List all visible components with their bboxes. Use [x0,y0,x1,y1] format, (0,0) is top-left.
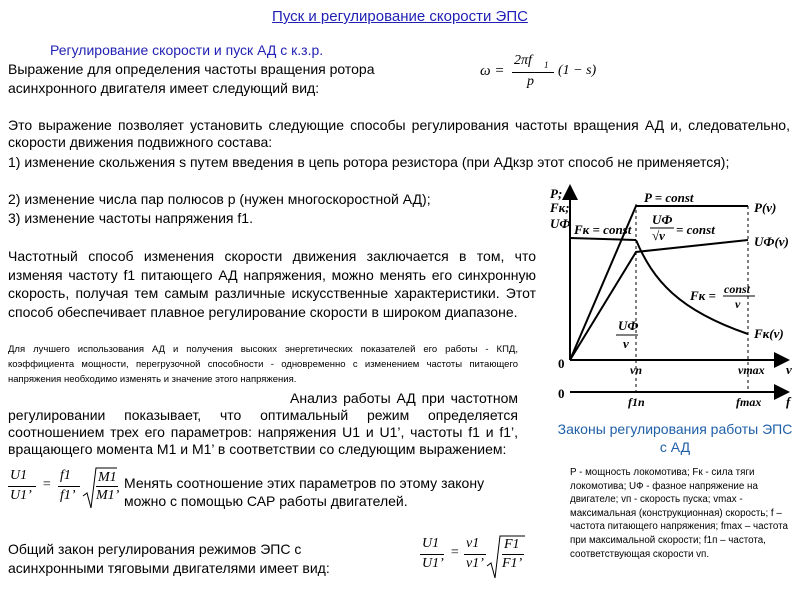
uf-v-frac-numerator: UФ [618,318,639,333]
ratio-m1: M1 [98,470,117,485]
ratio-bar-2 [58,486,80,487]
ratio-bar-3 [96,486,118,487]
ratio-f1p: f1’ [60,488,76,503]
uf-v-label: UФ(v) [754,234,789,249]
origin-v: 0 [558,356,565,371]
ratio-f1: f1 [60,468,71,483]
intro-line-2: асинхронного двигателя имеет следующий вид: [8,80,320,96]
fk-hyperbola-label: Fк = [690,288,716,303]
general-law-line-1: Общий закон регулирования режимов ЭПС с [8,541,302,557]
figure-legend: P - мощность локомотива; Fк - сила тяги локомотива; UФ - фазное напряжение на двигателе; vп - скорость пуска; vmax - максимальная (конструкционная) скорость; f – частота питающего напряжения; fmax – частота при максимальной скорости; f1п – частота, соответствующая скорости vп. [570,467,788,560]
vp-tick-label: vп [630,363,642,377]
y-axis-label-fk: Fк; [550,200,570,215]
fk-v-label: Fк(v) [754,326,784,341]
ratio-u1p: U1’ [10,488,32,503]
formula-denominator: p [527,74,534,89]
methods-intro: Это выражение позволяет установить следующие способы регулирования частоты вращения АД и, следовательно, скорости движения подвижного состава: [8,117,790,150]
formula-fraction-bar [512,72,554,73]
vmax-tick-label: vmax [738,363,765,377]
v-axis-label: v [786,362,792,377]
ratio-formula: U1 U1’ = f1 f1’ M1 M1’ [8,466,118,514]
law-f1: F1 [504,537,520,552]
fk-const-curve [570,238,636,240]
law-bar-2 [464,554,486,555]
regulation-laws-diagram [548,180,796,410]
section-subtitle: Регулирование скорости и пуск АД с к.з.р. [50,42,324,58]
p-const-label: P = const [644,190,694,205]
law-u1p: U1’ [422,556,444,571]
f1p-tick-label: f1п [628,395,645,409]
uf-sqrt-denominator: √v [652,228,665,243]
figure-caption: Законы регулирования работы ЭПС с АД [557,421,793,455]
law-v1p: v1’ [466,556,484,571]
law-v1: v1 [466,536,480,551]
analysis-paragraph: Анализ работы АД при частотном регулировании показывает, что оптимальный режим определяется соотношением трех его параметров: напряжения U1 и U1’, частоты f1 и f1’, вращающего момента M1 и M1’ в соответствии со следующим выражением: [8,390,518,457]
method-1: 1) изменение скольжения s путем введения в цепь ротора резистора (при АДкзр этот способ не применяется); [8,154,730,170]
fk-const-denominator: v [735,297,741,311]
y-axis-label-p: P; [550,186,563,201]
fmax-tick-label: fmax [736,395,762,409]
method-2: 2) изменение числа пар полюсов p (нужен многоскоростной АД); [8,191,431,207]
formula-lhs: ω = [480,63,505,79]
intro-line-1: Выражение для определения частоты вращения ротора [8,61,375,77]
fk-const-label: Fк = const [574,222,632,237]
general-law-line-2: асинхронными тяговыми двигателями имеет вид: [8,560,330,576]
formula-tail: (1 − s) [558,63,597,78]
formula-numerator-sub: 1 [544,60,549,70]
page-title: Пуск и регулирование скорости ЭПС [272,8,528,25]
uf-v-frac-denominator: v [623,336,629,351]
method-3: 3) изменение частоты напряжения f1. [8,210,253,226]
law-bar-1 [420,554,444,555]
fk-const-numerator: const [724,282,751,296]
p-v-label: P(v) [754,200,777,215]
law-u1: U1 [422,536,440,551]
frequency-method-paragraph: Частотный способ изменения скорости движения заключается в том, что изменяя частоту f1 питающего АД напряжения, можно менять его синхронную скорость, получая тем самым различные искусственные характеристики. Этот способ обеспечивает плавное регулирование скорости в широком диапазоне. [8,248,536,320]
ratio-u1: U1 [10,468,28,483]
ratio-bar-1 [8,486,36,487]
origin-f: 0 [558,386,565,401]
general-law-formula: U1 U1’ = v1 v1’ F1 F1’ [420,533,530,583]
law-bar-3 [502,554,524,555]
formula-numerator: 2πf [514,53,532,68]
law-f1p: F1’ [502,556,523,571]
y-axis-label-uf: UФ [550,216,571,231]
small-note: Для лучшего использования АД и получения высоких энергетических показателей его работы - КПД, коэффициента мощности, перегрузочной способности - одновременно с изменением частоты питающего напряжения необходимо изменять и значение этого напряжения. [8,344,518,385]
ratio-formula-note: Менять соотношение этих параметров по этому закону можно с помощью САР работы двигателей. [124,475,485,509]
f-axis-label: f [786,394,791,409]
ratio-m1p: M1’ [96,488,120,503]
speed-formula [478,53,598,97]
uf-sqrt-eq-const: = const [676,222,715,237]
uf-sqrt-numerator: UФ [652,212,673,227]
